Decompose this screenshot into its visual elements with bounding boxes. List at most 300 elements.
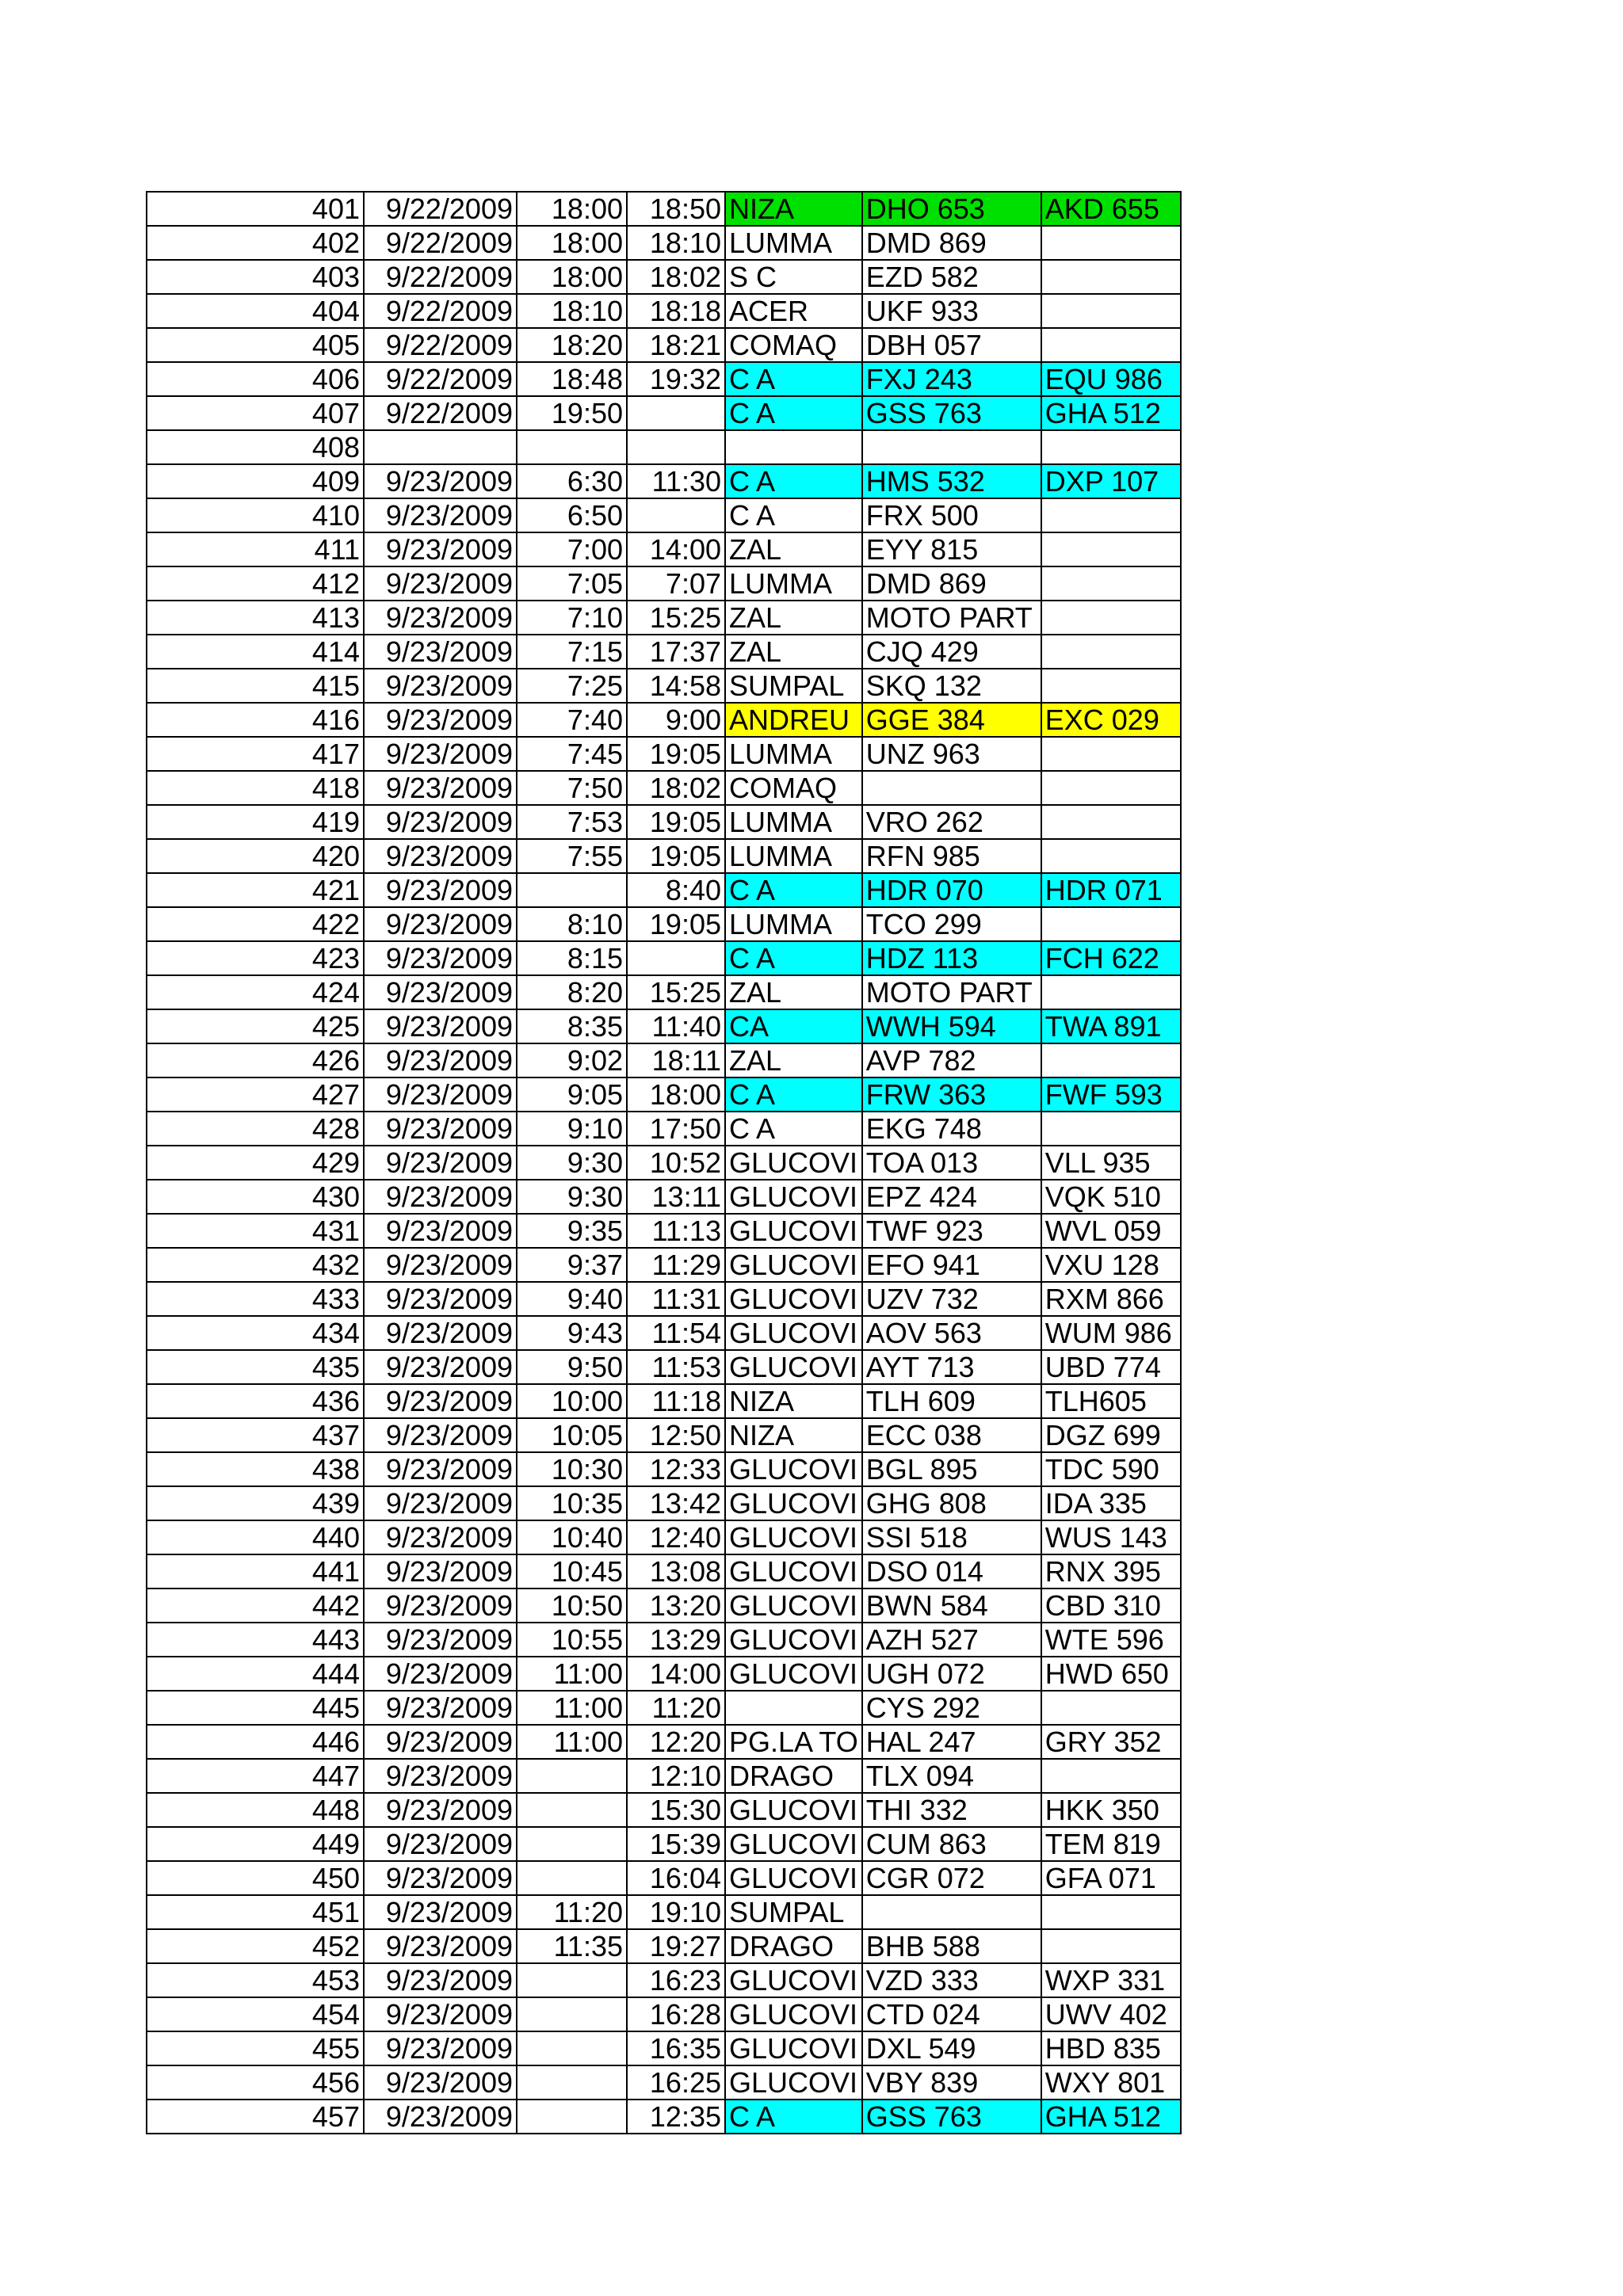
table-row [147, 1691, 1181, 1725]
row-number-cell: 441 [147, 1554, 364, 1589]
exit-time-cell: 11:54 [627, 1316, 725, 1350]
plate-cell: UNZ 963 [862, 737, 1041, 771]
entry-time-cell: 18:00 [517, 192, 627, 226]
second-plate-cell: WXP 331 [1041, 1963, 1181, 1997]
exit-time-cell: 12:35 [627, 2100, 725, 2134]
table-row [147, 1725, 1181, 1759]
date-cell: 9/23/2009 [364, 1043, 517, 1077]
date-cell: 9/23/2009 [364, 635, 517, 669]
plate-cell: AVP 782 [862, 1043, 1041, 1077]
second-plate-cell: IDA 335 [1041, 1486, 1181, 1520]
table-row [147, 975, 1181, 1009]
date-cell: 9/23/2009 [364, 1452, 517, 1486]
date-cell: 9/23/2009 [364, 1623, 517, 1657]
exit-time-cell: 18:00 [627, 1077, 725, 1112]
company-cell: ZAL [725, 532, 862, 566]
row-number-cell: 412 [147, 566, 364, 601]
exit-time-cell: 12:10 [627, 1759, 725, 1793]
table-row [147, 1759, 1181, 1793]
exit-time-cell: 17:50 [627, 1112, 725, 1146]
company-cell: COMAQ [725, 771, 862, 805]
entry-time-cell: 9:30 [517, 1146, 627, 1180]
table-row [147, 1384, 1181, 1418]
table-row [147, 703, 1181, 737]
date-cell: 9/23/2009 [364, 1793, 517, 1827]
second-plate-cell: CBD 310 [1041, 1589, 1181, 1623]
company-cell: DRAGO [725, 1759, 862, 1793]
exit-time-cell: 11:53 [627, 1350, 725, 1384]
row-number-cell: 450 [147, 1861, 364, 1895]
entry-time-cell: 18:20 [517, 328, 627, 362]
row-number-cell: 406 [147, 362, 364, 396]
entry-time-cell: 7:40 [517, 703, 627, 737]
entry-time-cell [517, 873, 627, 907]
table-row [147, 635, 1181, 669]
plate-cell [862, 771, 1041, 805]
row-number-cell: 452 [147, 1929, 364, 1963]
entry-time-cell: 9:40 [517, 1282, 627, 1316]
second-plate-cell: VLL 935 [1041, 1146, 1181, 1180]
company-cell: C A [725, 464, 862, 498]
date-cell: 9/23/2009 [364, 1963, 517, 1997]
table-row [147, 601, 1181, 635]
company-cell: GLUCOVI [725, 1180, 862, 1214]
date-cell: 9/23/2009 [364, 1861, 517, 1895]
second-plate-cell [1041, 294, 1181, 328]
table-row [147, 1350, 1181, 1384]
second-plate-cell: VQK 510 [1041, 1180, 1181, 1214]
plate-cell: DMD 869 [862, 226, 1041, 260]
plate-cell: CGR 072 [862, 1861, 1041, 1895]
row-number-cell: 456 [147, 2065, 364, 2100]
second-plate-cell [1041, 1895, 1181, 1929]
row-number-cell: 417 [147, 737, 364, 771]
plate-cell: DHO 653 [862, 192, 1041, 226]
table-row [147, 2031, 1181, 2065]
row-number-cell: 434 [147, 1316, 364, 1350]
plate-cell: HMS 532 [862, 464, 1041, 498]
entry-time-cell [517, 2065, 627, 2100]
company-cell: GLUCOVI [725, 1486, 862, 1520]
second-plate-cell [1041, 498, 1181, 532]
exit-time-cell: 12:33 [627, 1452, 725, 1486]
row-number-cell: 445 [147, 1691, 364, 1725]
plate-cell: DBH 057 [862, 328, 1041, 362]
entry-time-cell: 18:00 [517, 260, 627, 294]
exit-time-cell: 13:29 [627, 1623, 725, 1657]
date-cell: 9/23/2009 [364, 1657, 517, 1691]
date-cell: 9/23/2009 [364, 1486, 517, 1520]
exit-time-cell: 15:30 [627, 1793, 725, 1827]
date-cell: 9/23/2009 [364, 532, 517, 566]
company-cell: GLUCOVI [725, 1146, 862, 1180]
second-plate-cell: UWV 402 [1041, 1997, 1181, 2031]
table-row [147, 1009, 1181, 1043]
table-row [147, 1180, 1181, 1214]
table-row [147, 941, 1181, 975]
company-cell: CA [725, 1009, 862, 1043]
company-cell: C A [725, 1112, 862, 1146]
exit-time-cell: 15:39 [627, 1827, 725, 1861]
row-number-cell: 451 [147, 1895, 364, 1929]
table-row [147, 1043, 1181, 1077]
date-cell: 9/23/2009 [364, 1827, 517, 1861]
row-number-cell: 431 [147, 1214, 364, 1248]
second-plate-cell: RNX 395 [1041, 1554, 1181, 1589]
entry-time-cell: 8:20 [517, 975, 627, 1009]
second-plate-cell: TEM 819 [1041, 1827, 1181, 1861]
row-number-cell: 411 [147, 532, 364, 566]
entry-time-cell: 7:45 [517, 737, 627, 771]
row-number-cell: 432 [147, 1248, 364, 1282]
plate-cell: AZH 527 [862, 1623, 1041, 1657]
company-cell: SUMPAL [725, 669, 862, 703]
row-number-cell: 405 [147, 328, 364, 362]
row-number-cell: 422 [147, 907, 364, 941]
entry-time-cell: 9:05 [517, 1077, 627, 1112]
company-cell: C A [725, 873, 862, 907]
second-plate-cell [1041, 669, 1181, 703]
table-row [147, 1214, 1181, 1248]
exit-time-cell: 11:18 [627, 1384, 725, 1418]
entry-time-cell: 9:43 [517, 1316, 627, 1350]
row-number-cell: 420 [147, 839, 364, 873]
exit-time-cell: 13:42 [627, 1486, 725, 1520]
plate-cell: BHB 588 [862, 1929, 1041, 1963]
company-cell: GLUCOVI [725, 1520, 862, 1554]
plate-cell: CJQ 429 [862, 635, 1041, 669]
plate-cell: TLX 094 [862, 1759, 1041, 1793]
exit-time-cell [627, 941, 725, 975]
row-number-cell: 449 [147, 1827, 364, 1861]
table-row [147, 907, 1181, 941]
table-row [147, 1248, 1181, 1282]
second-plate-cell: DXP 107 [1041, 464, 1181, 498]
vehicle-log-table [146, 191, 1182, 2134]
plate-cell: EKG 748 [862, 1112, 1041, 1146]
table-row [147, 328, 1181, 362]
entry-time-cell: 9:37 [517, 1248, 627, 1282]
table-row [147, 1452, 1181, 1486]
company-cell: ACER [725, 294, 862, 328]
date-cell: 9/23/2009 [364, 464, 517, 498]
row-number-cell: 403 [147, 260, 364, 294]
entry-time-cell [517, 2100, 627, 2134]
table-row [147, 566, 1181, 601]
date-cell: 9/23/2009 [364, 1929, 517, 1963]
exit-time-cell [627, 498, 725, 532]
company-cell: GLUCOVI [725, 1350, 862, 1384]
exit-time-cell: 18:02 [627, 260, 725, 294]
second-plate-cell [1041, 737, 1181, 771]
plate-cell: HDR 070 [862, 873, 1041, 907]
exit-time-cell: 18:18 [627, 294, 725, 328]
plate-cell: FRW 363 [862, 1077, 1041, 1112]
plate-cell: GGE 384 [862, 703, 1041, 737]
second-plate-cell [1041, 532, 1181, 566]
company-cell: C A [725, 362, 862, 396]
second-plate-cell: WVL 059 [1041, 1214, 1181, 1248]
row-number-cell: 448 [147, 1793, 364, 1827]
exit-time-cell: 18:50 [627, 192, 725, 226]
entry-time-cell: 10:05 [517, 1418, 627, 1452]
exit-time-cell [627, 396, 725, 430]
second-plate-cell: WTE 596 [1041, 1623, 1181, 1657]
exit-time-cell: 19:05 [627, 839, 725, 873]
company-cell [725, 430, 862, 464]
second-plate-cell [1041, 226, 1181, 260]
row-number-cell: 419 [147, 805, 364, 839]
plate-cell: GHG 808 [862, 1486, 1041, 1520]
company-cell: GLUCOVI [725, 1214, 862, 1248]
exit-time-cell: 19:10 [627, 1895, 725, 1929]
table-row [147, 805, 1181, 839]
plate-cell: CTD 024 [862, 1997, 1041, 2031]
date-cell: 9/23/2009 [364, 703, 517, 737]
second-plate-cell [1041, 907, 1181, 941]
entry-time-cell [517, 1963, 627, 1997]
exit-time-cell: 18:11 [627, 1043, 725, 1077]
second-plate-cell: HBD 835 [1041, 2031, 1181, 2065]
exit-time-cell: 13:08 [627, 1554, 725, 1589]
company-cell [725, 1691, 862, 1725]
date-cell: 9/23/2009 [364, 1997, 517, 2031]
table-row [147, 737, 1181, 771]
entry-time-cell: 11:35 [517, 1929, 627, 1963]
date-cell: 9/23/2009 [364, 1282, 517, 1316]
plate-cell: VZD 333 [862, 1963, 1041, 1997]
table-row [147, 1418, 1181, 1452]
table-row [147, 1589, 1181, 1623]
row-number-cell: 404 [147, 294, 364, 328]
second-plate-cell [1041, 1691, 1181, 1725]
second-plate-cell: FWF 593 [1041, 1077, 1181, 1112]
entry-time-cell: 11:00 [517, 1691, 627, 1725]
plate-cell [862, 430, 1041, 464]
plate-cell: TOA 013 [862, 1146, 1041, 1180]
company-cell: GLUCOVI [725, 2065, 862, 2100]
table-row [147, 839, 1181, 873]
date-cell: 9/22/2009 [364, 396, 517, 430]
table-row [147, 1861, 1181, 1895]
row-number-cell: 418 [147, 771, 364, 805]
table-body [147, 192, 1181, 2134]
entry-time-cell: 7:50 [517, 771, 627, 805]
exit-time-cell: 14:58 [627, 669, 725, 703]
date-cell: 9/23/2009 [364, 1248, 517, 1282]
exit-time-cell: 17:37 [627, 635, 725, 669]
company-cell: GLUCOVI [725, 1589, 862, 1623]
plate-cell: MOTO PART [862, 601, 1041, 635]
date-cell: 9/23/2009 [364, 737, 517, 771]
second-plate-cell [1041, 260, 1181, 294]
table-row [147, 1520, 1181, 1554]
table-row [147, 1827, 1181, 1861]
plate-cell: RFN 985 [862, 839, 1041, 873]
row-number-cell: 457 [147, 2100, 364, 2134]
date-cell: 9/23/2009 [364, 1112, 517, 1146]
exit-time-cell: 11:29 [627, 1248, 725, 1282]
entry-time-cell: 10:35 [517, 1486, 627, 1520]
exit-time-cell: 15:25 [627, 601, 725, 635]
second-plate-cell: GHA 512 [1041, 2100, 1181, 2134]
table-row [147, 294, 1181, 328]
table-row [147, 430, 1181, 464]
table-row [147, 1146, 1181, 1180]
date-cell: 9/23/2009 [364, 1180, 517, 1214]
second-plate-cell: HDR 071 [1041, 873, 1181, 907]
plate-cell: GSS 763 [862, 2100, 1041, 2134]
company-cell: LUMMA [725, 907, 862, 941]
entry-time-cell: 9:50 [517, 1350, 627, 1384]
entry-time-cell: 11:00 [517, 1725, 627, 1759]
second-plate-cell: TDC 590 [1041, 1452, 1181, 1486]
row-number-cell: 454 [147, 1997, 364, 2031]
exit-time-cell: 11:31 [627, 1282, 725, 1316]
plate-cell: THI 332 [862, 1793, 1041, 1827]
table-row [147, 1316, 1181, 1350]
row-number-cell: 413 [147, 601, 364, 635]
second-plate-cell [1041, 1112, 1181, 1146]
date-cell: 9/22/2009 [364, 294, 517, 328]
plate-cell: VRO 262 [862, 805, 1041, 839]
exit-time-cell: 19:05 [627, 907, 725, 941]
exit-time-cell: 11:13 [627, 1214, 725, 1248]
table-row [147, 2065, 1181, 2100]
company-cell: LUMMA [725, 737, 862, 771]
company-cell: GLUCOVI [725, 1452, 862, 1486]
entry-time-cell: 9:35 [517, 1214, 627, 1248]
table-row [147, 873, 1181, 907]
company-cell: GLUCOVI [725, 1623, 862, 1657]
plate-cell: VBY 839 [862, 2065, 1041, 2100]
date-cell: 9/23/2009 [364, 941, 517, 975]
company-cell: GLUCOVI [725, 1963, 862, 1997]
row-number-cell: 455 [147, 2031, 364, 2065]
row-number-cell: 427 [147, 1077, 364, 1112]
date-cell: 9/23/2009 [364, 1691, 517, 1725]
row-number-cell: 447 [147, 1759, 364, 1793]
table-row [147, 1486, 1181, 1520]
second-plate-cell [1041, 1929, 1181, 1963]
exit-time-cell: 19:05 [627, 737, 725, 771]
exit-time-cell: 19:32 [627, 362, 725, 396]
company-cell: GLUCOVI [725, 1554, 862, 1589]
date-cell: 9/22/2009 [364, 362, 517, 396]
table-row [147, 1657, 1181, 1691]
date-cell: 9/23/2009 [364, 1759, 517, 1793]
table-row [147, 1997, 1181, 2031]
row-number-cell: 429 [147, 1146, 364, 1180]
second-plate-cell: TWA 891 [1041, 1009, 1181, 1043]
row-number-cell: 439 [147, 1486, 364, 1520]
table-row [147, 226, 1181, 260]
entry-time-cell: 11:00 [517, 1657, 627, 1691]
second-plate-cell: WUS 143 [1041, 1520, 1181, 1554]
row-number-cell: 402 [147, 226, 364, 260]
table-row [147, 362, 1181, 396]
second-plate-cell: GHA 512 [1041, 396, 1181, 430]
second-plate-cell [1041, 1759, 1181, 1793]
date-cell: 9/23/2009 [364, 566, 517, 601]
entry-time-cell [517, 1861, 627, 1895]
second-plate-cell: HKK 350 [1041, 1793, 1181, 1827]
plate-cell: WWH 594 [862, 1009, 1041, 1043]
row-number-cell: 438 [147, 1452, 364, 1486]
company-cell: SUMPAL [725, 1895, 862, 1929]
date-cell: 9/22/2009 [364, 328, 517, 362]
row-number-cell: 401 [147, 192, 364, 226]
second-plate-cell [1041, 430, 1181, 464]
date-cell: 9/23/2009 [364, 975, 517, 1009]
date-cell: 9/23/2009 [364, 1009, 517, 1043]
exit-time-cell: 19:27 [627, 1929, 725, 1963]
plate-cell: UKF 933 [862, 294, 1041, 328]
plate-cell: TLH 609 [862, 1384, 1041, 1418]
second-plate-cell: EXC 029 [1041, 703, 1181, 737]
entry-time-cell: 6:30 [517, 464, 627, 498]
entry-time-cell: 7:05 [517, 566, 627, 601]
row-number-cell: 433 [147, 1282, 364, 1316]
exit-time-cell: 14:00 [627, 532, 725, 566]
row-number-cell: 423 [147, 941, 364, 975]
plate-cell: EFO 941 [862, 1248, 1041, 1282]
exit-time-cell: 16:35 [627, 2031, 725, 2065]
exit-time-cell: 8:40 [627, 873, 725, 907]
company-cell: ZAL [725, 975, 862, 1009]
entry-time-cell: 6:50 [517, 498, 627, 532]
exit-time-cell: 11:30 [627, 464, 725, 498]
plate-cell: TCO 299 [862, 907, 1041, 941]
date-cell: 9/23/2009 [364, 907, 517, 941]
entry-time-cell: 9:10 [517, 1112, 627, 1146]
second-plate-cell: RXM 866 [1041, 1282, 1181, 1316]
plate-cell: DXL 549 [862, 2031, 1041, 2065]
entry-time-cell: 7:55 [517, 839, 627, 873]
exit-time-cell: 16:23 [627, 1963, 725, 1997]
date-cell: 9/23/2009 [364, 1418, 517, 1452]
second-plate-cell: DGZ 699 [1041, 1418, 1181, 1452]
row-number-cell: 421 [147, 873, 364, 907]
entry-time-cell: 9:30 [517, 1180, 627, 1214]
row-number-cell: 444 [147, 1657, 364, 1691]
second-plate-cell: TLH605 [1041, 1384, 1181, 1418]
date-cell [364, 430, 517, 464]
row-number-cell: 435 [147, 1350, 364, 1384]
exit-time-cell [627, 430, 725, 464]
date-cell: 9/23/2009 [364, 1725, 517, 1759]
row-number-cell: 437 [147, 1418, 364, 1452]
exit-time-cell: 12:40 [627, 1520, 725, 1554]
plate-cell: SKQ 132 [862, 669, 1041, 703]
table-row [147, 260, 1181, 294]
row-number-cell: 428 [147, 1112, 364, 1146]
entry-time-cell: 10:00 [517, 1384, 627, 1418]
date-cell: 9/23/2009 [364, 1520, 517, 1554]
table-row [147, 1623, 1181, 1657]
company-cell: LUMMA [725, 226, 862, 260]
second-plate-cell [1041, 1043, 1181, 1077]
date-cell: 9/23/2009 [364, 2031, 517, 2065]
table-row [147, 1963, 1181, 1997]
entry-time-cell: 18:48 [517, 362, 627, 396]
second-plate-cell: VXU 128 [1041, 1248, 1181, 1282]
second-plate-cell: HWD 650 [1041, 1657, 1181, 1691]
company-cell: DRAGO [725, 1929, 862, 1963]
plate-cell: BGL 895 [862, 1452, 1041, 1486]
date-cell: 9/23/2009 [364, 2100, 517, 2134]
exit-time-cell: 18:02 [627, 771, 725, 805]
